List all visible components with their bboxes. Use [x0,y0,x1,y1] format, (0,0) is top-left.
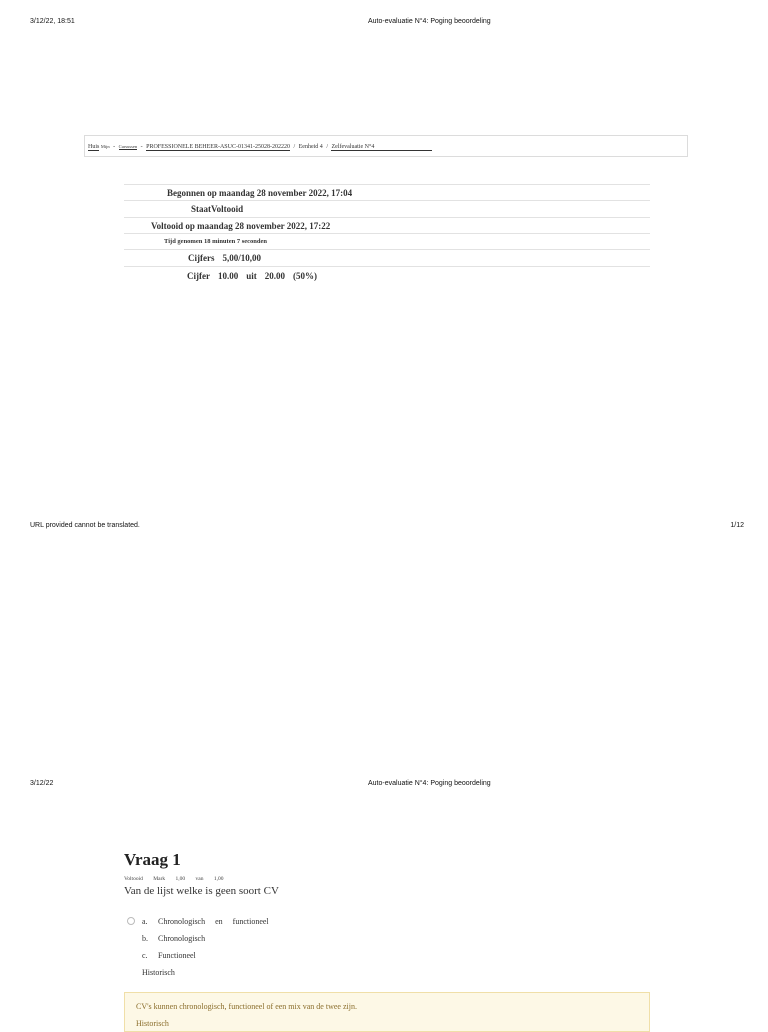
option-c[interactable] [124,951,652,968]
grade-out-of-word: uit [246,270,257,281]
option-word: Chronologisch [158,934,206,943]
breadcrumb-unit-link[interactable]: Eenheid 4 [298,144,323,150]
option-a[interactable] [124,917,652,934]
radio-icon[interactable] [127,917,135,925]
option-word: functioneel [232,917,269,926]
question-mark-max: 1,00 [213,876,224,882]
summary-row-grade [124,267,650,284]
breadcrumb-course-link[interactable]: PROFESSIONELE BEHEER-ASUC-01341-25028-202220 [146,144,290,150]
option-b[interactable] [124,934,652,951]
print-footer-page-1 [30,522,744,529]
print-date: 3/12/22 [30,780,54,787]
question-mark-label: Mark [153,876,166,882]
marks-label: Cijfers [188,253,215,263]
question-status: Voltooid [124,876,143,882]
question-meta [124,876,652,882]
breadcrumb: Huis Mijn - Cursussen - PROFESSIONELE BEHEER-ASUC-01341-25028-202220 / Eenheid 4 / Zelfevaluatie N°4 [84,135,688,157]
state-text: StaatVoltooid [191,204,244,214]
feedback-answer: Historisch [136,1019,169,1028]
breadcrumb-home-link[interactable]: Huis [88,144,100,150]
option-word: Functioneel [158,951,196,960]
option-letter: b. [142,934,148,943]
summary-row-started [124,184,650,201]
question-text: Van de lijst welke is geen soort CV [124,885,279,897]
print-page-number: 1/12 [730,522,744,529]
summary-row-state [124,201,650,218]
grade-max: 20.00 [264,270,285,281]
breadcrumb-courses-link[interactable]: Cursussen [118,144,138,149]
grade-value: 10.00 [217,270,239,281]
feedback-text: CV's kunnen chronologisch, functioneel of een mix van de twee zijn. [136,1002,357,1011]
completed-text: Voltooid op maandag 28 november 2022, 17:22 [151,220,331,231]
option-word: Chronologisch [158,917,206,926]
grade-percent: (50%) [293,270,317,281]
answer-options [124,917,652,985]
summary-row-marks [124,250,650,267]
option-word: en [215,917,223,926]
grade-label: Cijfer [187,270,210,281]
print-title-2: Auto-evaluatie N°4: Poging beoordeling [368,780,491,787]
question-of-word: van [195,876,204,882]
question-mark-value: 1,00 [175,876,186,882]
breadcrumb-my-link[interactable]: Mijn [100,144,110,149]
option-letter: a. [142,917,148,926]
attempt-summary-table [124,184,650,284]
breadcrumb-current-link[interactable]: Zelfevaluatie N°4 [331,144,375,150]
option-letter: c. [142,951,148,960]
question-1 [124,850,652,985]
summary-row-completed [124,218,650,234]
print-datetime: 3/12/22, 18:51 [30,18,75,25]
feedback-box [124,992,650,1032]
print-title: Auto-evaluatie N°4: Poging beoordeling [368,18,491,25]
time-taken-text: Tijd genomen 18 minuten 7 seconden [164,238,267,245]
option-historisch[interactable]: Historisch [142,968,175,977]
marks-value: 5,00/10,00 [222,253,262,263]
started-text: Begonnen op maandag 28 november 2022, 17:04 [167,187,353,198]
question-title: Vraag 1 [124,850,181,869]
print-url-note: URL provided cannot be translated. [30,522,140,529]
summary-row-time-taken [124,234,650,250]
